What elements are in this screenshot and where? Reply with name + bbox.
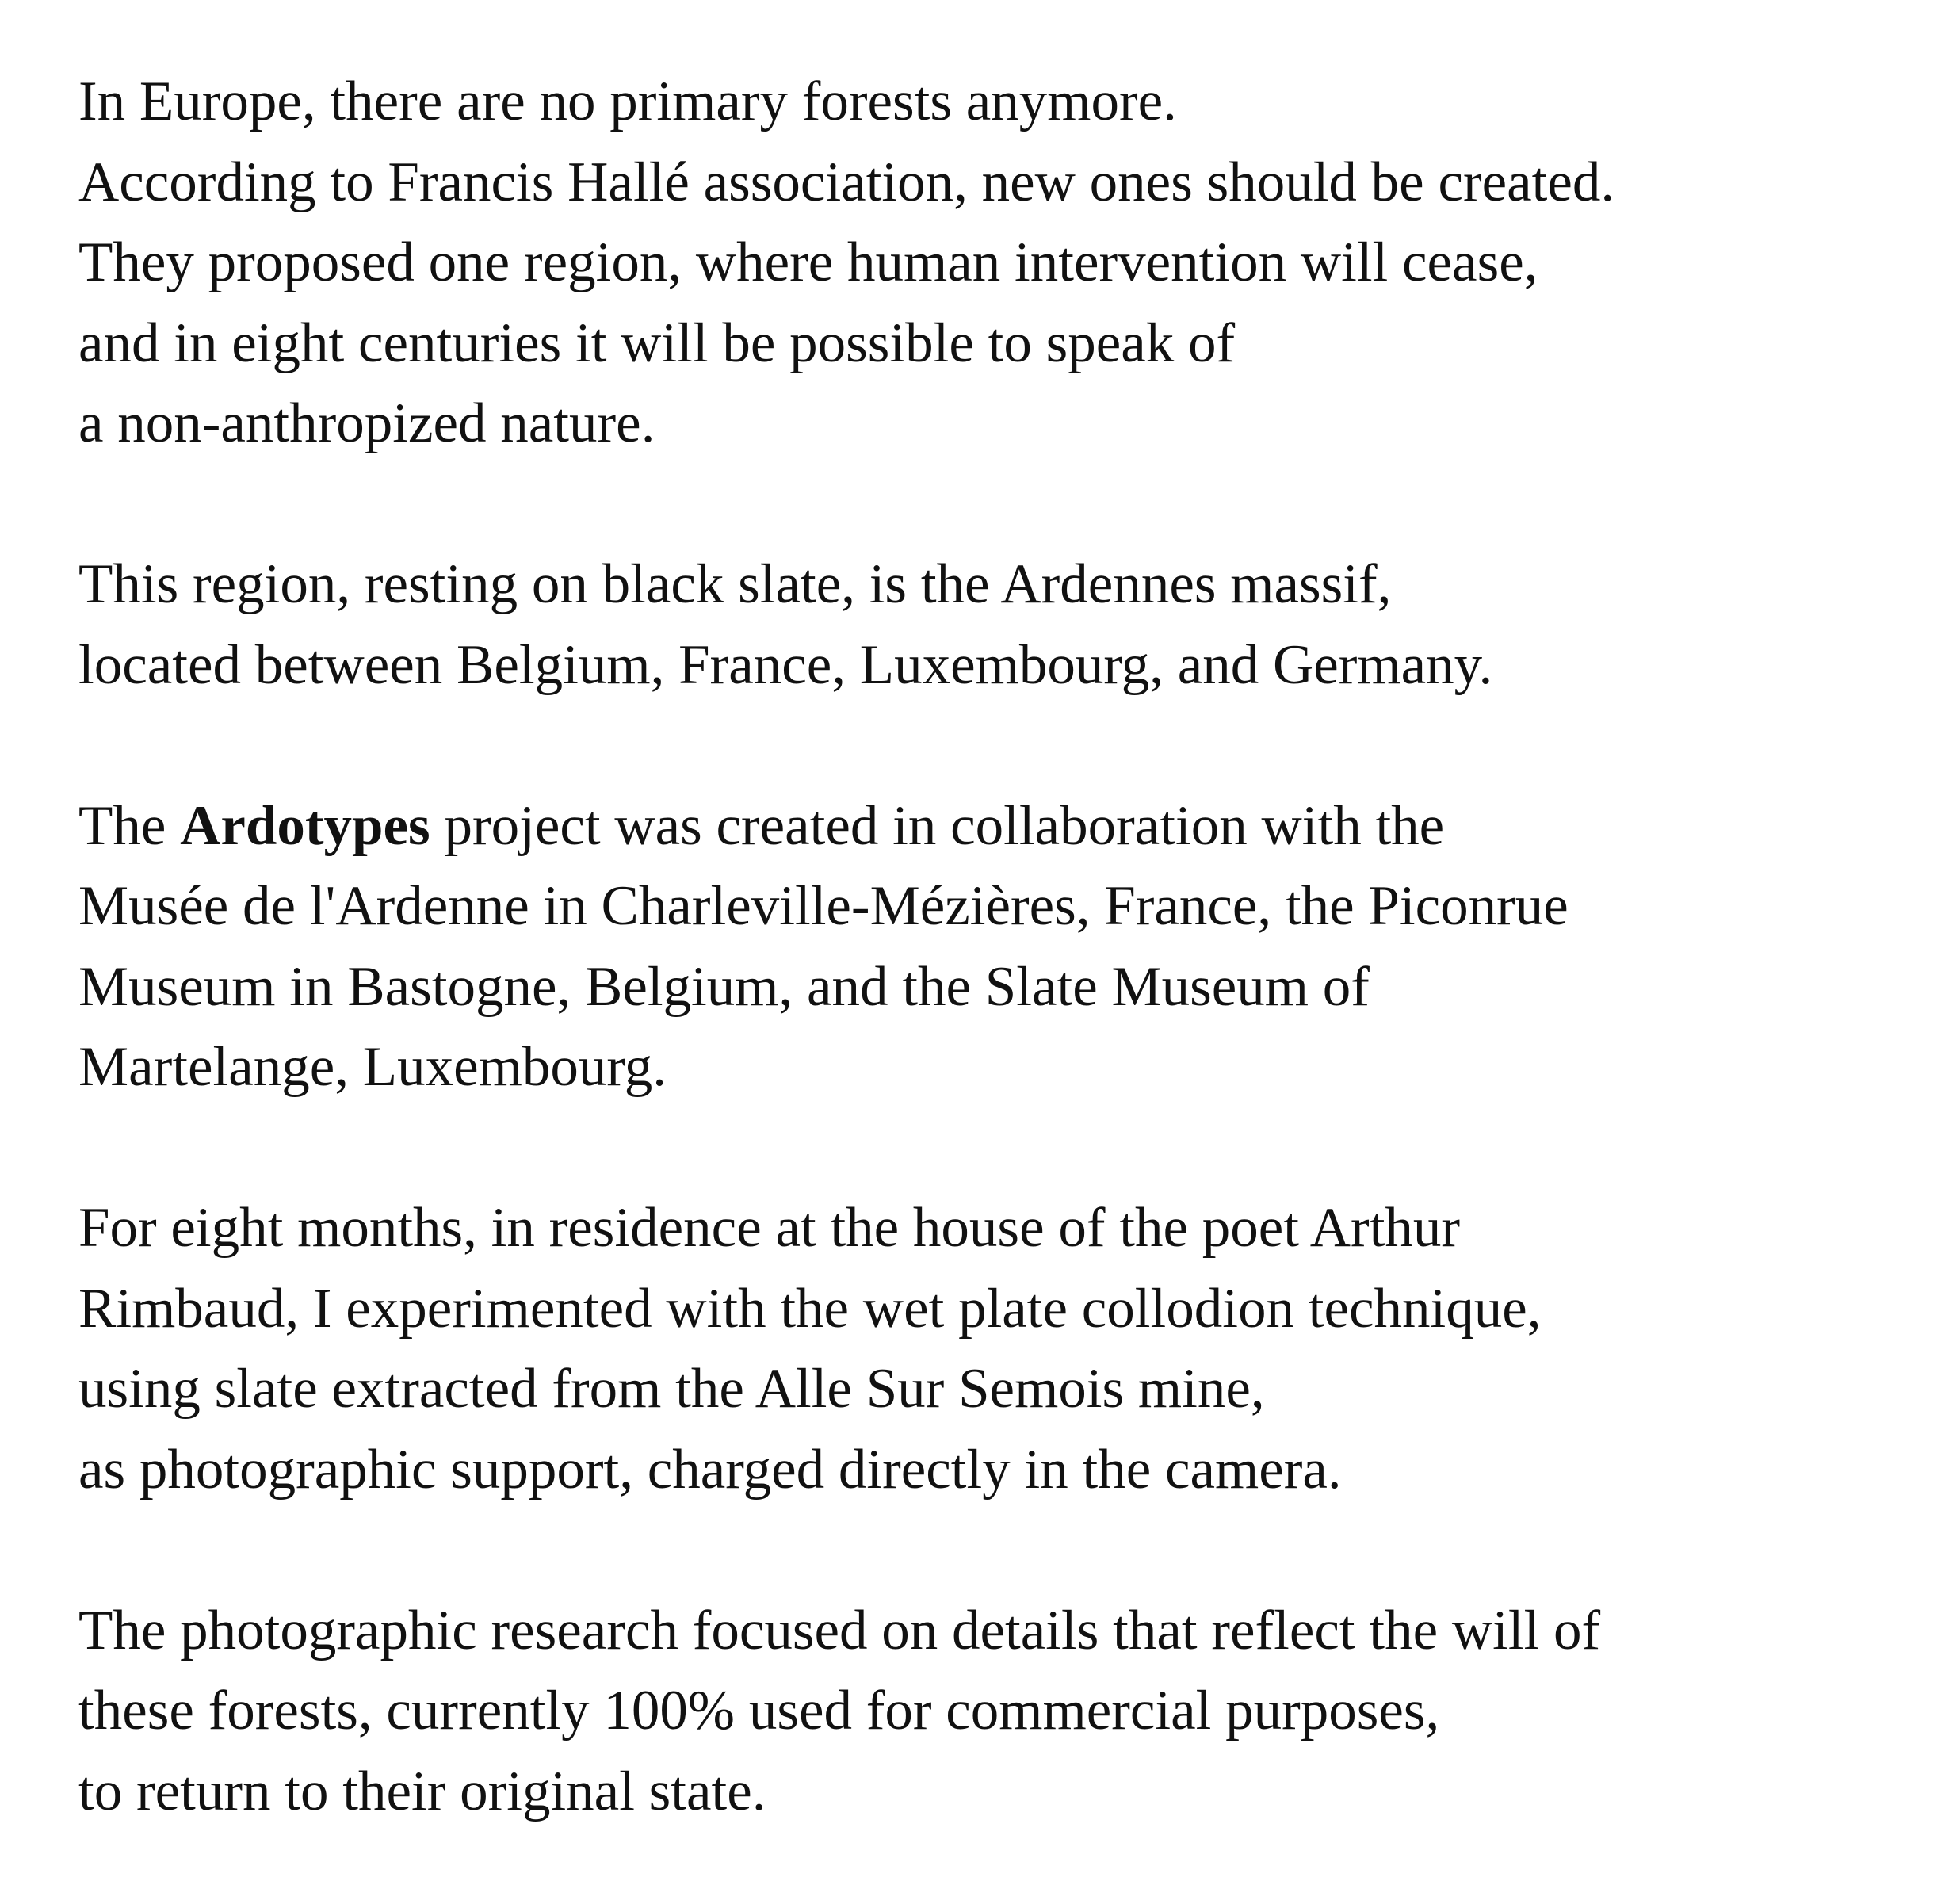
text-line: to return to their original state. [78,1760,766,1822]
paragraph-photographic-research [78,1591,1901,1833]
paragraph-primary-forests [78,62,1901,465]
text-line: and in eight centuries it will be possible to speak of [78,312,1236,374]
paragraph-residency [78,1188,1901,1510]
paragraph-ardennes-region [78,545,1901,705]
text-line: Musée de l'Ardenne in Charleville-Mézières, France, the Piconrue [78,875,1569,937]
text-line: Museum in Bastogne, Belgium, and the Slate Museum of [78,955,1370,1018]
text-line: The photographic research focused on details that reflect the will of [78,1599,1601,1661]
project-name: Ardotypes [180,794,430,857]
text-line: They proposed one region, where human intervention will cease, [78,231,1538,293]
text-line: For eight months, in residence at the house of the poet Arthur [78,1197,1461,1259]
paragraph-ardotypes-project [78,786,1901,1108]
text-line: using slate extracted from the Alle Sur Semois mine, [78,1358,1265,1420]
text-segment: The [78,794,181,857]
text-line: as photographic support, charged directly in the camera. [78,1438,1342,1501]
text-line: a non-anthropized nature. [78,392,655,454]
text-line: In Europe, there are no primary forests anymore. [78,71,1177,132]
text-line: these forests, currently 100% used for commercial purposes, [78,1680,1440,1742]
text-line: located between Belgium, France, Luxembourg, and Germany. [78,633,1493,696]
text-line: This region, resting on black slate, is the Ardennes massif, [78,553,1392,615]
text-line [78,786,1901,867]
text-line: Rimbaud, I experimented with the wet plate collodion technique, [78,1277,1542,1340]
text-segment: project was created in collaboration with the [430,794,1445,857]
text-line: According to Francis Hallé association, new ones should be created. [78,151,1615,213]
project-statement [78,62,1901,1832]
text-line: Martelange, Luxembourg. [78,1036,667,1098]
